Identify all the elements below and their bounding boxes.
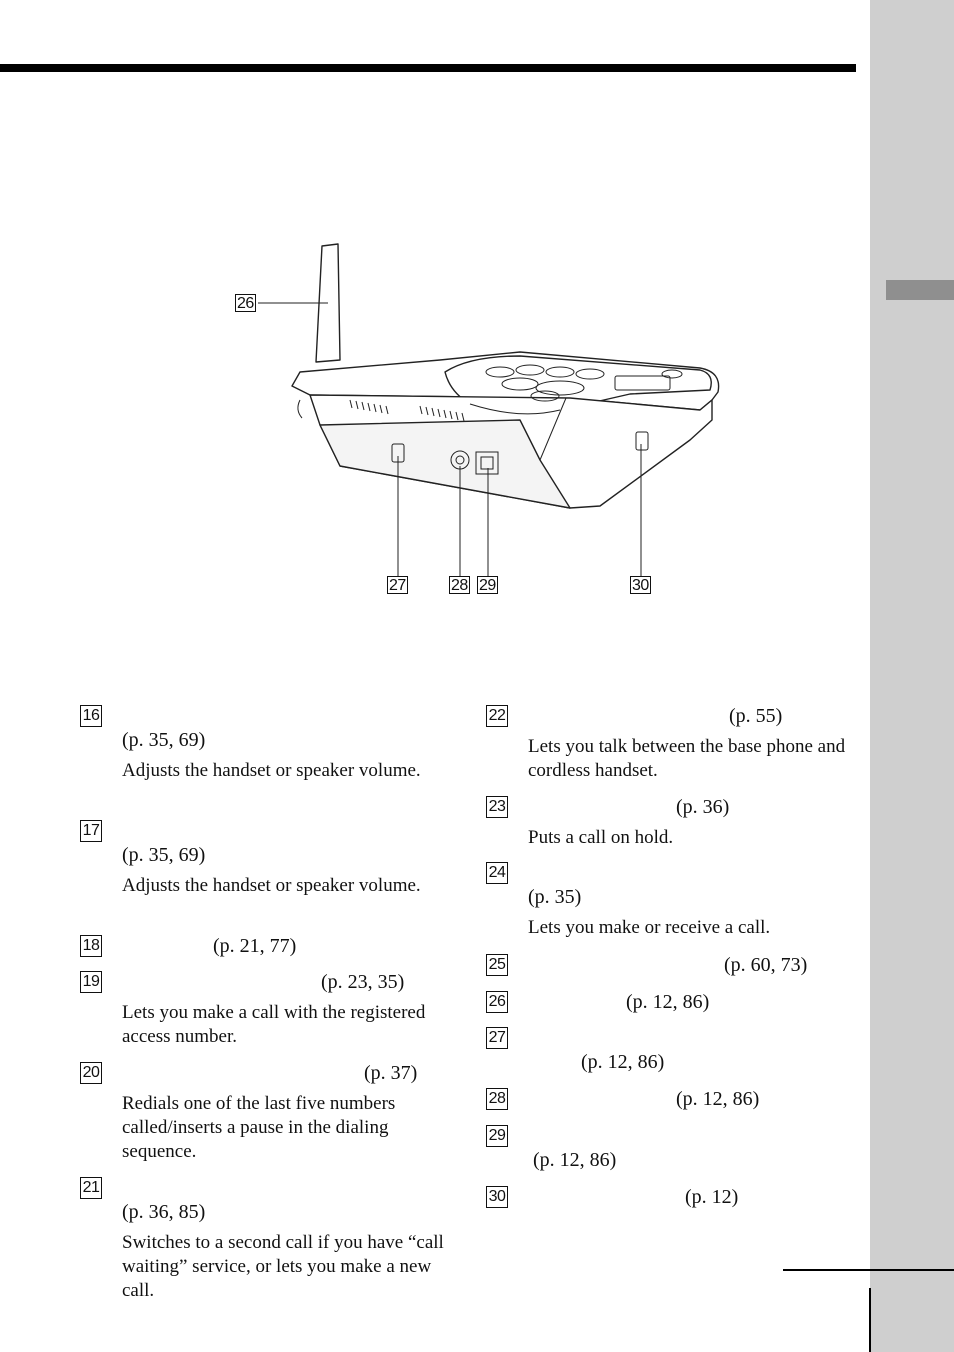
page-reference: (p. 36, 85) [122,1201,206,1223]
page-reference: (p. 12) [685,1186,739,1208]
page-reference: (p. 35, 69) [122,729,206,751]
entry-number: 27 [486,1027,508,1049]
side-tab [870,0,954,1352]
entry-description: Adjusts the handset or speaker volume. [122,875,421,896]
page-reference: (p. 60, 73) [724,954,808,976]
entry-number: 19 [80,971,102,993]
page-reference: (p. 55) [729,705,783,727]
entry-number: 29 [486,1125,508,1147]
entry-number: 20 [80,1062,102,1084]
entry-number: 21 [80,1177,102,1199]
page-reference: (p. 12, 86) [626,991,710,1013]
callout-29: 29 [479,577,496,594]
page-reference: (p. 21, 77) [213,935,297,957]
callout-30: 30 [632,577,649,594]
callout-26: 26 [237,295,254,312]
callout-27: 27 [389,577,406,594]
page-reference: (p. 23, 35) [321,971,405,993]
entry-number: 30 [486,1186,508,1208]
entry-number: 17 [80,820,102,842]
entry-number: 25 [486,954,508,976]
page-reference: (p. 35, 69) [122,844,206,866]
callout-28: 28 [451,577,468,594]
entry-description: Lets you make a call with the registered access number. [122,1002,426,1047]
entry-number: 24 [486,862,508,884]
entry-number: 18 [80,935,102,957]
page-reference: (p. 37) [364,1062,418,1084]
bottom-rule [783,1269,954,1271]
entry-number: 23 [486,796,508,818]
entry-description: Lets you make or receive a call. [528,917,771,938]
entry-description: Switches to a second call if you have “call waiting” service, or lets you make a new call. [122,1232,444,1301]
entry-number: 28 [486,1088,508,1110]
entry-description: Puts a call on hold. [528,827,674,848]
entry-description: Redials one of the last five numbers called/inserts a pause in the dialing sequence. [122,1093,396,1162]
page-reference: (p. 12, 86) [533,1149,617,1171]
bottom-vertical-rule [869,1288,871,1352]
page-reference: (p. 36) [676,796,730,818]
entry-number: 16 [80,705,102,727]
base-phone-illustration [0,0,870,620]
entry-number: 22 [486,705,508,727]
page-reference: (p. 12, 86) [581,1051,665,1073]
section-marker [886,280,954,300]
entry-number: 26 [486,991,508,1013]
entry-description: Adjusts the handset or speaker volume. [122,760,421,781]
entry-description: Lets you talk between the base phone and cordless handset. [528,736,846,781]
page-reference: (p. 35) [528,886,582,908]
page-reference: (p. 12, 86) [676,1088,760,1110]
